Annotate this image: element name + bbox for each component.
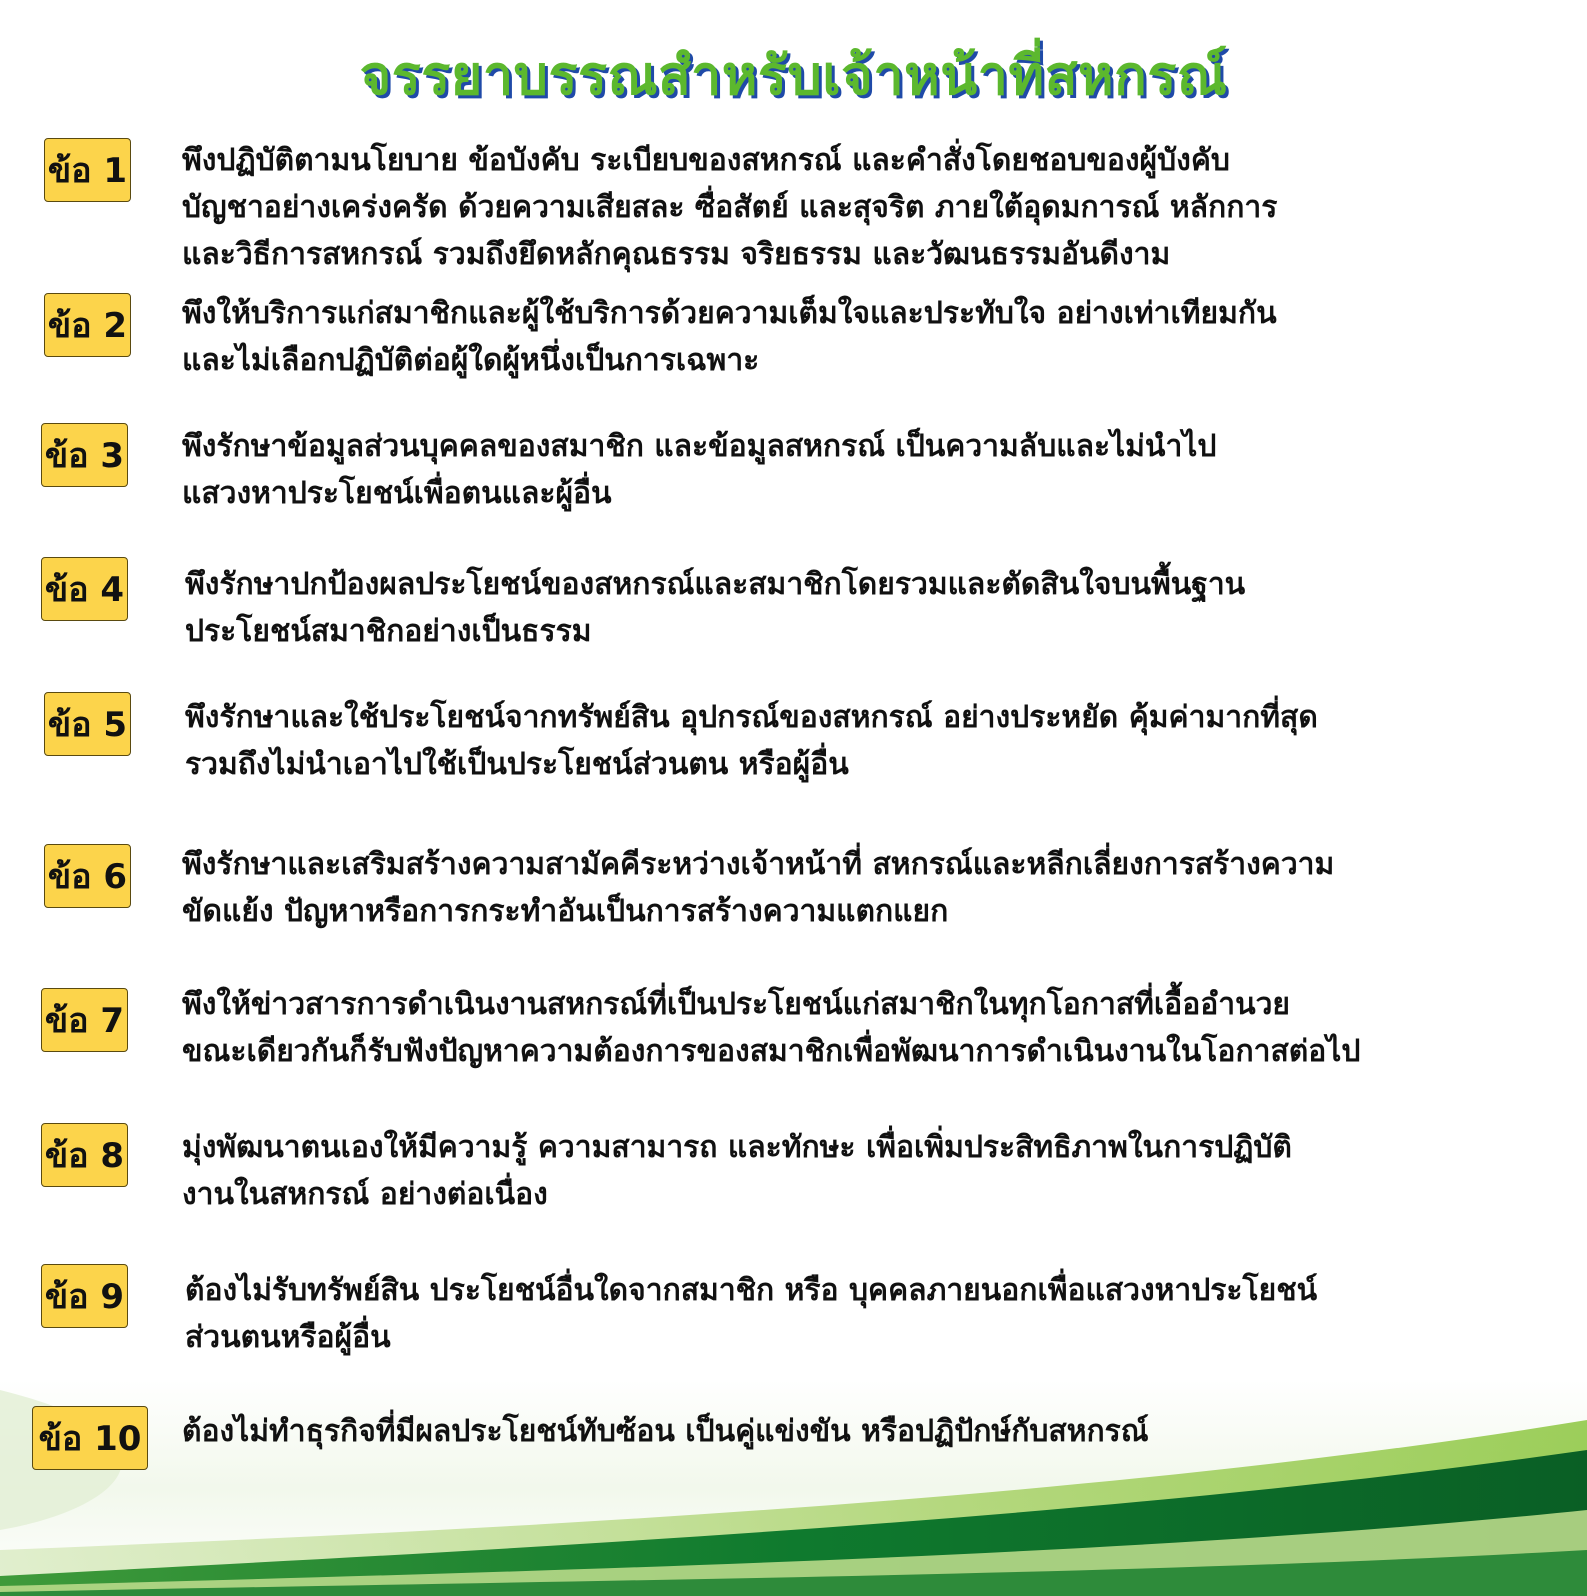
article-text: ต้องไม่ทำธุรกิจที่มีผลประโยชน์ทับซ้อน เป็นคู่แข่งขัน หรือปฏิปักษ์กับสหกรณ์ [182,1414,1149,1449]
article-number-badge: ข้อ 1 [44,138,131,202]
article-text: พึงปฏิบัติตามนโยบาย ข้อบังคับ ระเบียบของสหกรณ์ และคำสั่งโดยชอบของผู้บังคับ บัญชาอย่างเคร่งครัด ด้วยความเสียสละ ซื่อสัตย์ และสุจริต ภายใต้อุดมการณ์ หลักการ และวิธีการสหกรณ์ รวมถึงยึดหลักคุณธรรม จริยธรรม และวัฒนธรรมอันดีงาม [182,143,1278,272]
article-number-badge: ข้อ 9 [41,1264,128,1328]
article-number-badge: ข้อ 3 [41,423,128,487]
article-text: พึงรักษาข้อมูลส่วนบุคคลของสมาชิก และข้อมูลสหกรณ์ เป็นความลับและไม่นำไป แสวงหาประโยชน์เพื่อตนและผู้อื่น [182,429,1217,511]
page-title: จรรยาบรรณสำหรับเจ้าหน้าที่สหกรณ์ [359,44,1228,107]
article-text: พึงให้บริการแก่สมาชิกและผู้ใช้บริการด้วยความเต็มใจและประทับใจ อย่างเท่าเทียมกัน และไม่เลือกปฏิบัติต่อผู้ใดผู้หนึ่งเป็นการเฉพาะ [182,296,1277,378]
article-text: ต้องไม่รับทรัพย์สิน ประโยชน์อื่นใดจากสมาชิก หรือ บุคคลภายนอกเพื่อแสวงหาประโยชน์ ส่วนตนหรือผู้อื่น [185,1273,1318,1355]
article-text: พึงให้ข่าวสารการดำเนินงานสหกรณ์ที่เป็นประโยชน์แก่สมาชิกในทุกโอกาสที่เอื้ออำนวย ขณะเดียวกันก็รับฟังปัญหาความต้องการของสมาชิกเพื่อพัฒนาการดำเนินงานในโอกาสต่อไป [182,987,1361,1069]
article-number-badge: ข้อ 2 [44,293,131,357]
article-text: พึงรักษาและใช้ประโยชน์จากทรัพย์สิน อุปกรณ์ของสหกรณ์ อย่างประหยัด คุ้มค่ามากที่สุด รวมถึงไม่นำเอาไปใช้เป็นประโยชน์ส่วนตน หรือผู้อื่น [185,700,1318,782]
article-number-badge: ข้อ 8 [41,1123,128,1187]
article-text: มุ่งพัฒนาตนเองให้มีความรู้ ความสามารถ และทักษะ เพื่อเพิ่มประสิทธิภาพในการปฏิบัติ งานในสหกรณ์ อย่างต่อเนื่อง [182,1130,1292,1212]
article-text: พึงรักษาปกป้องผลประโยชน์ของสหกรณ์และสมาชิกโดยรวมและตัดสินใจบนพื้นฐาน ประโยชน์สมาชิกอย่างเป็นธรรม [185,567,1246,649]
article-number-badge: ข้อ 6 [44,844,131,908]
article-text: พึงรักษาและเสริมสร้างความสามัคคีระหว่างเจ้าหน้าที่ สหกรณ์และหลีกเลี่ยงการสร้างความ ขัดแย้ง ปัญหาหรือการกระทำอันเป็นการสร้างความแตกแยก [182,847,1335,929]
article-number-badge: ข้อ 10 [32,1406,148,1470]
article-number-badge: ข้อ 5 [44,692,131,756]
article-number-badge: ข้อ 7 [41,988,128,1052]
article-number-badge: ข้อ 4 [41,557,128,621]
